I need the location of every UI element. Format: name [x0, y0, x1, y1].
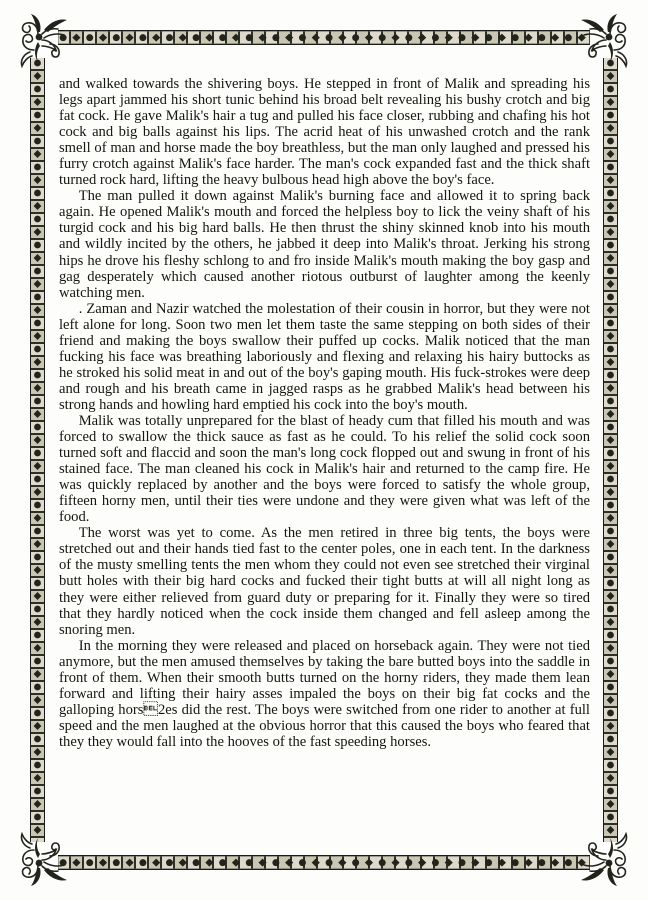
fleur-de-lis-corner-icon [4, 4, 76, 76]
paragraph: . Zaman and Nazir watched the molestation of their cousin in horror, but they were not left alone for long. Soon two men let them taste the same stepping on both sides of their friend and making the boys swallow their puffed up cocks. Malik noticed that the man fucking his face was breathing laboriously and flexing and relaxing his hairy buttocks as he stroked his solid meat in and out of the boy's gaping mouth. His fuck-strokes were deep and rough and his breath came in jagged rasps as he grabbed Malik's head between his strong hands and howling hard emptied his cock into the boy's mouth. [59, 300, 590, 413]
fleur-de-lis-corner-icon [4, 824, 76, 896]
paragraph: The man pulled it down against Malik's burning face and allowed it to spring back again. He opened Malik's mouth and forced the helpless boy to lick the veiny shaft of his turgid cock and his big hard balls. He then thrust the shiny skinned knob into his mouth and wildly incited by the others, he jabbed it deep into Malik's throat. Jerking his strong hips he drove his fleshy schlong to and fro inside Malik's mouth making the boy gasp and gag desperately which caused another riotous outburst of laughter among the keenly watching men. [59, 188, 590, 301]
paragraph: Malik was totally unprepared for the blast of heady cum that filled his mouth and was forced to swallow the thick sauce as fast as he could. To his relief the solid cock soon turned soft and flaccid and soon the man's long cock flopped out and swung in front of his stained face. The man cleaned his cock in Malik's hair and returned to the camp fire. He was quickly replaced by another and the boys were forced to satisfy the whole group, fifteen horny men, until their ties were undone and they were given what was left of the food. [59, 412, 590, 526]
border-motif-left [31, 58, 44, 838]
border-motif-top [58, 31, 590, 44]
fleur-de-lis-corner-icon [572, 824, 644, 896]
border-motif-bottom [58, 856, 590, 869]
border-band-left [30, 58, 45, 842]
paragraph: In the morning they were released and placed on horseback again. They were not tied anymore, but the men amused themselves by taking the bare butted boys into the saddle in front of them. When their smooth butts turned on the horny riders, they made them lean forward and lifting their hairy asses impaled the boys on their big fat cocks and the galloping hors2es did the rest. The boys were switched from one rider to another at full speed and the men laughed at the obvious horror that this caused the boys who feared that they they would fall into the hooves of the fast speeding horses. [59, 637, 590, 750]
border-motif-right [604, 58, 617, 838]
fleur-de-lis-corner-icon [572, 4, 644, 76]
paragraph: The worst was yet to come. As the men retired in three big tents, the boys were stretched out and their hands tied fast to the center poles, one in each tent. In the darkness of the musty smelling tents the men whom they could not even see stretched their virginal butt holes with their big hard cocks and fucked their tight butts at will all night long as they were either relieved from guard duty or preparing for it. Finally they were so tired that they hardly noticed when the cock inside them changed and fell asleep among the snoring men. [59, 525, 590, 638]
paragraph: and walked towards the shivering boys. He stepped in front of Malik and spreading his legs apart jammed his short tunic behind his broad belt revealing his bushy crotch and big fat cock. He gave Malik's hair a tug and pulled his face closer, rubbing and chafing his hot cock and big balls against his lips. The acrid heat of his unwashed crotch and the rank smell of man and horse made the boy breathless, but the man only laughed and pressed his furry crotch against Malik's face harder. The man's cock expanded fast and the thick shaft turned rock hard, lifting the heavy bulbous head high above the boy's face. [59, 76, 590, 189]
page-text-body [59, 76, 590, 824]
border-band-top [58, 30, 590, 45]
border-band-right [603, 58, 618, 842]
border-band-bottom [58, 855, 590, 870]
